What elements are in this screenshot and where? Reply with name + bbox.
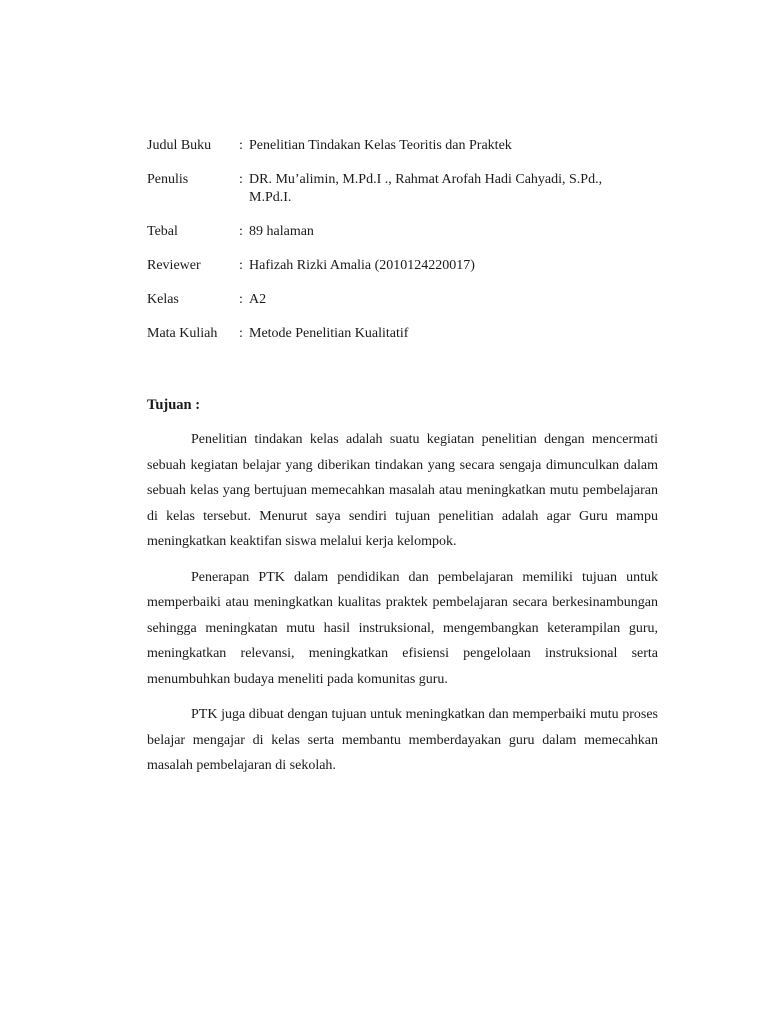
meta-separator: :	[239, 292, 243, 307]
meta-separator: :	[239, 172, 243, 187]
meta-value: DR. Mu’alimin, M.Pd.I ., Rahmat Arofah Hadi Cahyadi, S.Pd., M.Pd.I.	[249, 172, 603, 205]
meta-row-reviewer	[147, 257, 667, 275]
paragraph: Penelitian tindakan kelas adalah suatu kegiatan penelitian dengan mencermati sebuah kegiatan belajar yang diberikan tindakan yang secara sengaja dimunculkan dalam sebuah kelas yang bertujuan memecahkan masalah atau meningkatkan mutu pembelajaran di kelas tersebut. Menurut saya sendiri tujuan penelitian adalah agar Guru mampu meningkatkan keaktifan siswa melalui kerja kelompok.	[147, 432, 658, 549]
meta-separator: :	[239, 138, 243, 153]
meta-value: Hafizah Rizki Amalia (2010124220017)	[249, 258, 475, 273]
meta-row-penulis	[147, 171, 667, 207]
meta-row-kelas	[147, 291, 667, 309]
meta-value: Metode Penelitian Kualitatif	[249, 326, 409, 341]
paragraph: PTK juga dibuat dengan tujuan untuk meningkatkan dan memperbaiki mutu proses belajar mengajar di kelas serta membantu memberdayakan guru dalam memecahkan masalah pembelajaran di sekolah.	[147, 707, 658, 773]
meta-label: Tebal	[147, 224, 178, 239]
meta-row-tebal	[147, 223, 667, 241]
meta-value: 89 halaman	[249, 224, 314, 239]
meta-label: Judul Buku	[147, 138, 212, 153]
meta-value: Penelitian Tindakan Kelas Teoritis dan Praktek	[249, 138, 512, 153]
meta-separator: :	[239, 258, 243, 273]
meta-label: Kelas	[147, 292, 179, 307]
meta-label: Reviewer	[147, 258, 201, 273]
meta-label: Penulis	[147, 172, 189, 187]
paragraph: Penerapan PTK dalam pendidikan dan pembelajaran memiliki tujuan untuk memperbaiki atau meningkatkan kualitas praktek pembelajaran secara berkesinambungan sehingga meningkatan mutu hasil instruksional, mengembangkan keterampilan guru, meningkatkan relevansi, meningkatkan efisiensi pengelolaan instruksional serta menumbuhkan budaya meneliti pada komunitas guru.	[147, 569, 658, 687]
meta-separator: :	[239, 224, 243, 239]
meta-label: Mata Kuliah	[147, 326, 218, 341]
meta-separator: :	[239, 326, 243, 341]
section-title-tujuan: Tujuan :	[147, 397, 201, 413]
body-text	[147, 427, 658, 789]
meta-row-mata-kuliah	[147, 325, 667, 343]
book-info-block	[147, 137, 667, 359]
meta-row-judul-buku	[147, 137, 667, 155]
meta-value: A2	[249, 292, 267, 307]
